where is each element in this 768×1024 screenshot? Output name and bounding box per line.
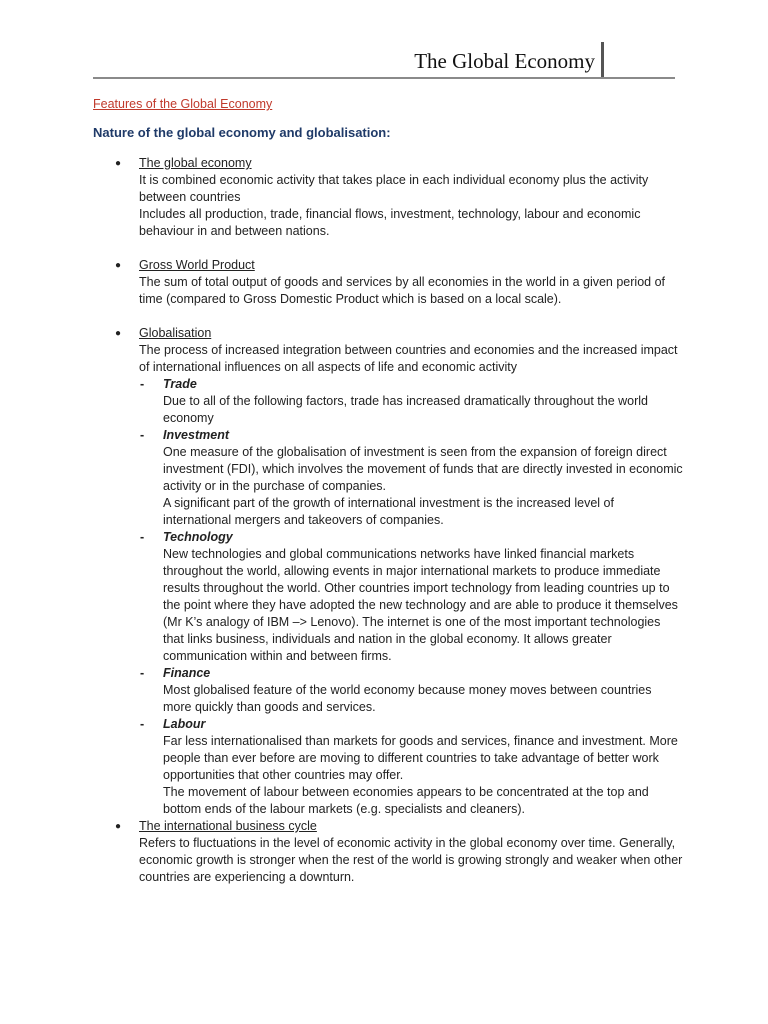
description-line: The movement of labour between economies appears to be concentrated at the top and bottom ends of the labour markets (e.g. specialists and cleaners). [163, 785, 649, 816]
dash-marker: - [140, 717, 145, 731]
header-title: The Global Economy [414, 49, 595, 73]
factor-label: Finance [163, 666, 211, 680]
term-description: The sum of total output of goods and services by all economies in the world in a given period of time (compared to Gross Domestic Product which is based on a local scale). [139, 275, 665, 306]
factor-description: New technologies and global communications networks have linked financial markets throughout the world, allowing events in major international markets to produce immediate results throughout the world. Other countries import technology from leading countries up to the point where they have adopted the new technology and are able to produce it themselves (Mr K’s analogy of IBM –> Lenovo). The internet is one of the most important technologies that links business, individuals and nation in the global economy. It allows greater communication within and between firms. [163, 547, 678, 663]
description-line: It is combined economic activity that takes place in each individual economy plus the activity between countries [139, 173, 649, 204]
header-rule [93, 77, 675, 79]
list-item-global-economy [93, 155, 683, 240]
globalisation-factor-list [93, 376, 683, 818]
factor-item-technology [93, 529, 683, 665]
dash-marker: - [140, 377, 145, 391]
term-label: The international business cycle [139, 819, 317, 833]
factor-description [163, 444, 683, 529]
list-item-globalisation [93, 325, 683, 376]
page-header [93, 42, 675, 78]
term-label: Gross World Product [139, 258, 255, 272]
factor-label: Investment [163, 428, 229, 442]
dash-marker: - [140, 530, 145, 544]
bullet-icon: ● [115, 328, 122, 339]
description-line: A significant part of the growth of international investment is the increased level of international mergers and takeovers of companies. [163, 496, 614, 527]
factor-item-labour [93, 716, 683, 818]
bullet-icon: ● [115, 260, 122, 271]
factor-label: Trade [163, 377, 197, 391]
dash-marker: - [140, 666, 145, 680]
section-link[interactable]: Features of the Global Economy [93, 97, 273, 111]
term-label: Globalisation [139, 326, 212, 340]
topic-list [93, 155, 683, 376]
factor-item-trade [93, 376, 683, 427]
bullet-icon: ● [115, 821, 122, 832]
term-label: The global economy [139, 156, 252, 170]
topic-list-continued [93, 818, 683, 886]
section-subheading: Nature of the global economy and globalisation: [93, 125, 391, 140]
header-vertical-bar [601, 42, 604, 78]
description-line: Includes all production, trade, financial flows, investment, technology, labour and economic behaviour in and between nations. [139, 207, 641, 238]
factor-item-finance [93, 665, 683, 716]
dash-marker: - [140, 428, 145, 442]
factor-item-investment [93, 427, 683, 529]
description-line: One measure of the globalisation of investment is seen from the expansion of foreign direct investment (FDI), which involves the movement of funds that are directly invested in economic activity or in the purchase of companies. [163, 445, 683, 493]
document-content [93, 96, 683, 903]
factor-description: Due to all of the following factors, trade has increased dramatically throughout the world economy [163, 394, 648, 425]
factor-label: Labour [163, 717, 206, 731]
factor-label: Technology [163, 530, 233, 544]
bullet-icon: ● [115, 158, 122, 169]
list-item-gross-world-product [93, 257, 683, 308]
factor-description [163, 733, 683, 818]
term-description: Refers to fluctuations in the level of economic activity in the global economy over time. Generally, economic growth is stronger when the rest of the world is growing strongly and weaker when other countries are experiencing a downturn. [139, 836, 683, 884]
term-description: The process of increased integration between countries and economies and the increased impact of international influences on all aspects of life and economic activity [139, 343, 678, 374]
term-description [139, 172, 683, 240]
list-item-international-business-cycle [93, 818, 683, 886]
factor-description: Most globalised feature of the world economy because money moves between countries more quickly than goods and services. [163, 683, 652, 714]
description-line: Far less internationalised than markets for goods and services, finance and investment. More people than ever before are moving to different countries to take advantage of better work opportunities that other countries may offer. [163, 734, 678, 782]
